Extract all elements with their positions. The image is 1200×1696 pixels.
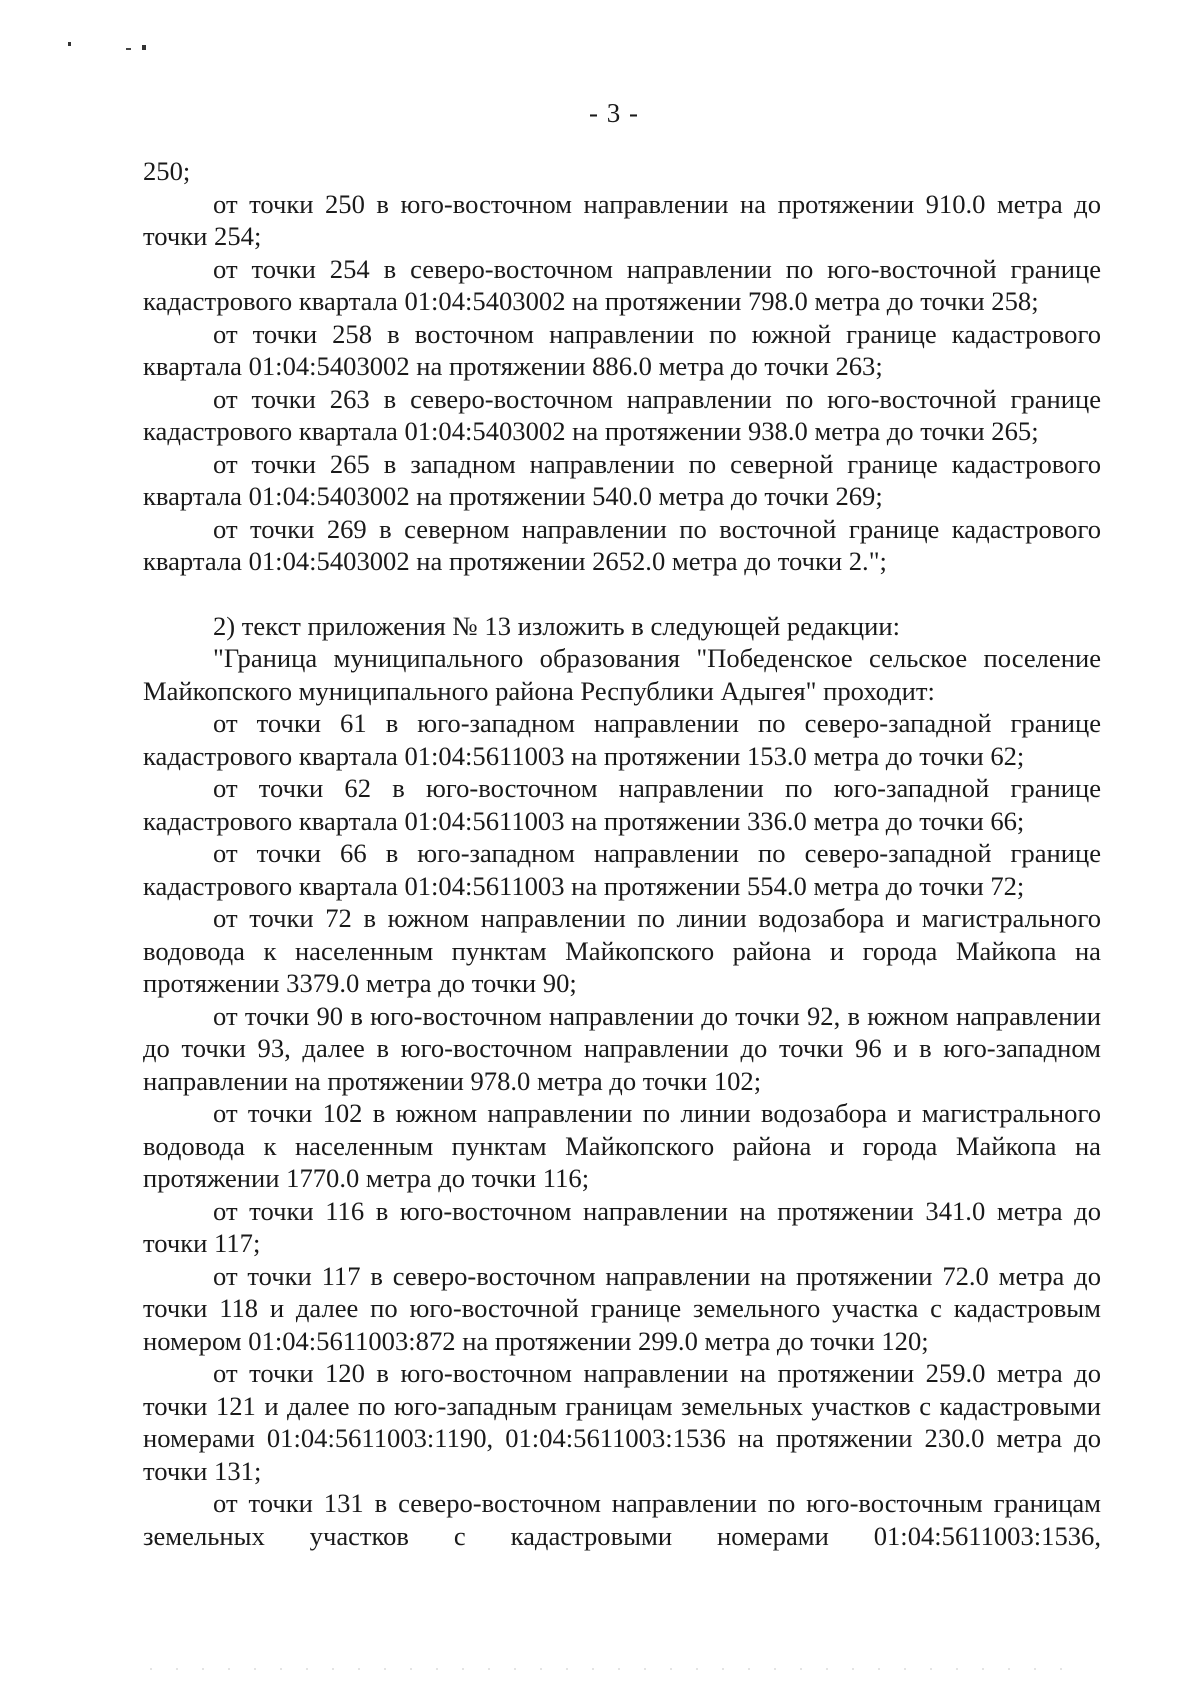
paragraph-gap <box>143 578 1101 610</box>
paragraph-continuation: 250; <box>143 156 191 186</box>
scan-bottom-noise <box>150 1668 1070 1670</box>
scan-artifact-marks <box>60 36 160 56</box>
page-number: - 3 - <box>589 98 639 128</box>
paragraph: от точки 120 в юго-восточном направлении на протяжении 259.0 метра до точки 121 и далее по юго-западным границам земельных участков с кадастровыми номерами 01:04:5611003:1190, 01:04:5611003:1536 на протяжении 230.0 метра до точки 131; <box>143 1358 1101 1486</box>
paragraph: от точки 116 в юго-восточном направлении на протяжении 341.0 метра до точки 117; <box>143 1195 1101 1258</box>
paragraph: от точки 102 в южном направлении по линии водозабора и магистрального водовода к населенным пунктам Майкопского района и города Майкопа на протяжении 1770.0 метра до точки 116; <box>143 1098 1101 1193</box>
paragraph-continues-next-page: от точки 131 в северо-восточном направлении по юго-восточным границам земельных участков с кадастровыми номерами 01:04:5611003:1536, <box>143 1488 1101 1551</box>
paragraph: от точки 263 в северо-восточном направлении по юго-восточной границе кадастрового квартала 01:04:5403002 на протяжении 938.0 метра до точки 265; <box>143 383 1101 446</box>
quoted-heading-paragraph: "Граница муниципального образования "Победенское сельское поселение Майкопского муниципального района Республики Адыгея" проходит: <box>143 643 1101 706</box>
paragraph: от точки 90 в юго-восточном направлении до точки 92, в южном направлении до точки 93, далее в юго-восточном направлении до точки 96 и в юго-западном направлении на протяжении 978.0 метра до точки 102; <box>143 1000 1101 1096</box>
paragraph: от точки 269 в северном направлении по восточной границе кадастрового квартала 01:04:5403002 на протяжении 2652.0 метра до точки 2."; <box>143 513 1101 576</box>
paragraph: от точки 61 в юго-западном направлении по северо-западной границе кадастрового квартала 01:04:5611003 на протяжении 153.0 метра до точки 62; <box>143 708 1101 771</box>
paragraph: от точки 62 в юго-восточном направлении по юго-западной границе кадастрового квартала 01:04:5611003 на протяжении 336.0 метра до точки 66; <box>143 773 1101 836</box>
paragraph: от точки 254 в северо-восточном направлении по юго-восточной границе кадастрового квартала 01:04:5403002 на протяжении 798.0 метра до точки 258; <box>143 253 1101 316</box>
paragraph: от точки 265 в западном направлении по северной границе кадастрового квартала 01:04:5403002 на протяжении 540.0 метра до точки 269; <box>143 448 1101 511</box>
amendment-item: 2) текст приложения № 13 изложить в следующей редакции: <box>213 610 900 641</box>
paragraph: от точки 117 в северо-восточном направлении на протяжении 72.0 метра до точки 118 и далее по юго-восточной границе земельного участка с кадастровым номером 01:04:5611003:872 на протяжении 299.0 метра до точки 120; <box>143 1260 1101 1356</box>
paragraph: от точки 258 в восточном направлении по южной границе кадастрового квартала 01:04:5403002 на протяжении 886.0 метра до точки 263; <box>143 318 1101 381</box>
paragraph: от точки 66 в юго-западном направлении по северо-западной границе кадастрового квартала 01:04:5611003 на протяжении 554.0 метра до точки 72; <box>143 838 1101 901</box>
paragraph: от точки 72 в южном направлении по линии водозабора и магистрального водовода к населенным пунктам Майкопского района и города Майкопа на протяжении 3379.0 метра до точки 90; <box>143 903 1101 998</box>
document-body <box>143 155 1101 1552</box>
paragraph: от точки 250 в юго-восточном направлении на протяжении 910.0 метра до точки 254; <box>143 188 1101 251</box>
